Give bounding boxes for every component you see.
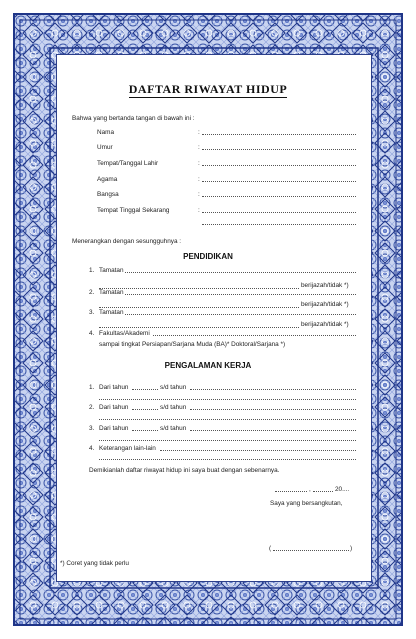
education-label: Tamatan: [99, 289, 124, 296]
field-line-nama[interactable]: [202, 134, 356, 135]
education-label-fakultas: Fakultas/Akademi: [99, 330, 150, 337]
field-line-bangsa[interactable]: [202, 196, 356, 197]
field-colon: :: [198, 191, 200, 198]
experience-year-from[interactable]: [132, 430, 158, 431]
experience-number: 1.: [89, 384, 95, 391]
date-year: 20....: [335, 486, 350, 493]
signature-line[interactable]: [273, 550, 349, 551]
statement-text: Menerangkan dengan sesungguhnya :: [72, 238, 182, 245]
experience-label: Dari tahun: [99, 384, 129, 391]
field-label-nama: Nama: [97, 129, 115, 136]
experience-line[interactable]: [160, 450, 356, 451]
footnote: *) Coret yang tidak perlu: [60, 560, 129, 567]
education-line[interactable]: [125, 294, 356, 295]
field-colon: :: [198, 129, 200, 136]
experience-label: Dari tahun: [99, 425, 129, 432]
education-suffix: berijazah/tidak *): [301, 321, 349, 328]
signature-open: (: [269, 545, 272, 552]
field-line-agama[interactable]: [202, 181, 356, 182]
field-label-tempat-lahir: Tempat/Tanggal Lahir: [97, 160, 159, 167]
experience-number: 3.: [89, 425, 95, 432]
experience-line[interactable]: [99, 399, 356, 400]
experience-mid: s/d tahun: [160, 384, 187, 391]
education-label: Tamatan: [99, 309, 124, 316]
education-line[interactable]: [99, 327, 299, 328]
field-label-bangsa: Bangsa: [97, 191, 119, 198]
education-line[interactable]: [99, 307, 299, 308]
experience-label-keterangan: Keterangan lain-lain: [99, 445, 156, 452]
experience-line[interactable]: [99, 419, 356, 420]
education-number: 2.: [89, 289, 95, 296]
field-colon: :: [198, 207, 200, 214]
education-suffix: berijazah/tidak *): [301, 282, 349, 289]
intro-text: Bahwa yang bertanda tangan di bawah ini :: [72, 115, 195, 122]
education-number: 1.: [89, 267, 95, 274]
field-line-tempat-lahir[interactable]: [202, 165, 356, 166]
signer-text: Saya yang bersangkutan,: [270, 500, 343, 507]
experience-line[interactable]: [99, 459, 356, 460]
field-line-umur[interactable]: [202, 149, 356, 150]
experience-number: 2.: [89, 404, 95, 411]
date-place-line[interactable]: [275, 491, 307, 492]
field-line-tempat-tinggal-2[interactable]: [202, 224, 356, 225]
page-title: DAFTAR RIWAYAT HIDUP: [128, 82, 288, 96]
signature-close: ): [350, 545, 353, 552]
education-line[interactable]: [125, 314, 356, 315]
experience-line[interactable]: [190, 430, 356, 431]
field-label-umur: Umur: [97, 144, 113, 151]
section-heading-pengalaman: PENGALAMAN KERJA: [164, 361, 252, 370]
field-label-agama: Agama: [97, 176, 118, 183]
experience-number: 4.: [89, 445, 95, 452]
education-suffix: berijazah/tidak *): [301, 301, 349, 308]
section-heading-pendidikan: PENDIDIKAN: [183, 252, 233, 261]
field-colon: :: [198, 160, 200, 167]
experience-year-from[interactable]: [132, 409, 158, 410]
education-number: 3.: [89, 309, 95, 316]
education-label: Tamatan: [99, 267, 124, 274]
education-line[interactable]: [153, 335, 356, 336]
field-colon: :: [198, 176, 200, 183]
experience-line[interactable]: [190, 409, 356, 410]
field-colon: :: [198, 144, 200, 151]
education-level-text: sampai tingkat Persiapan/Sarjana Muda (BA)* Doktoral/Sarjana *): [99, 341, 286, 348]
experience-label: Dari tahun: [99, 404, 129, 411]
experience-mid: s/d tahun: [160, 404, 187, 411]
experience-mid: s/d tahun: [160, 425, 187, 432]
education-line[interactable]: [125, 272, 356, 273]
experience-line[interactable]: [190, 389, 356, 390]
experience-year-from[interactable]: [132, 389, 158, 390]
date-separator: ,: [309, 486, 311, 493]
closing-statement: Demikianlah daftar riwayat hidup ini saya buat dengan sebenarnya.: [89, 467, 280, 474]
education-number: 4.: [89, 330, 95, 337]
experience-line[interactable]: [99, 440, 356, 441]
field-line-tempat-tinggal[interactable]: [202, 212, 356, 213]
field-label-tempat-tinggal: Tempat Tinggal Sekarang: [97, 207, 170, 214]
education-line[interactable]: [99, 288, 299, 289]
date-day-line[interactable]: [313, 491, 333, 492]
